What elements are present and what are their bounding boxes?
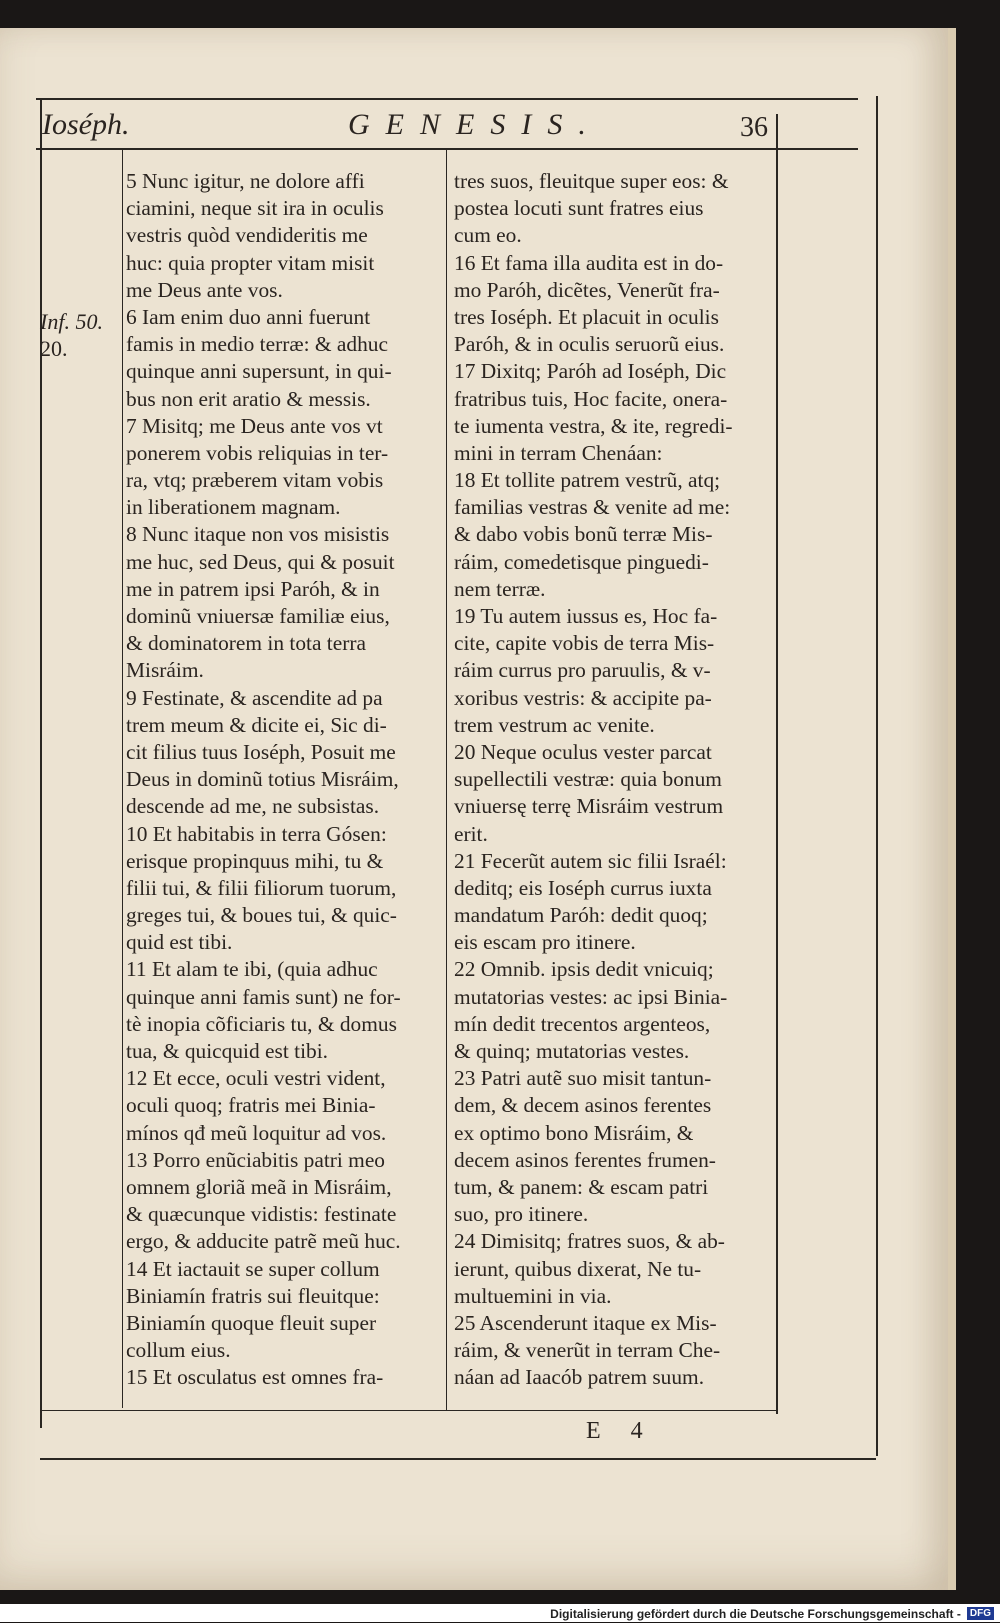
text-line: 10 Et habitabis in terra Gósen: — [126, 821, 387, 846]
frame-left-rule — [40, 98, 42, 1428]
text-line: trem vestrum ac venite. — [454, 712, 655, 737]
text-line: in liberationem magnam. — [126, 495, 341, 520]
text-line: 6 Iam enim duo anni fuerunt — [126, 304, 371, 329]
text-line: dem, & decem asinos ferentes — [454, 1093, 712, 1118]
text-line: quinque anni famis sunt) ne for- — [126, 984, 401, 1009]
text-line: quinque anni supersunt, in qui- — [126, 359, 392, 384]
text-line: 23 Patri autẽ suo misit tantun- — [454, 1066, 712, 1091]
text-line: 17 Dixitq; Paróh ad Ioséph, Dic — [454, 359, 727, 384]
page-number: 36 — [740, 112, 768, 143]
text-line: decem asinos ferentes frumen- — [454, 1147, 716, 1172]
running-head-title: GENESIS. — [348, 108, 602, 141]
text-line: ex optimo bono Misráim, & — [454, 1120, 694, 1145]
text-line: postea locuti sunt fratres eius — [454, 196, 704, 221]
text-line: dominũ vniuersæ familiæ eius, — [126, 604, 390, 628]
column-divider — [446, 148, 447, 1410]
text-line: ráim currus pro paruulis, & v- — [454, 658, 711, 683]
text-line: te iumenta vestra, & ite, regredi- — [454, 413, 733, 438]
text-line: eis escam pro itinere. — [454, 930, 636, 955]
text-line: mín dedit trecentos argenteos, — [454, 1011, 711, 1036]
text-line: erit. — [454, 821, 488, 846]
text-line: nem terræ. — [454, 576, 546, 601]
text-line: 11 Et alam te ibi, (quia adhuc — [126, 957, 378, 982]
text-line: 7 Misitq; me Deus ante vos vt — [126, 413, 383, 438]
text-line: 21 Fecerũt autem sic filii Israél: — [454, 848, 727, 873]
text-line: & quinq; mutatorias vestes. — [454, 1039, 690, 1063]
text-line: famis in medio terræ: & adhuc — [126, 332, 388, 357]
footer-text: Digitalisierung gefördert durch die Deutsche Forschungsgemeinschaft - — [550, 1606, 961, 1621]
text-line: 24 Dimisitq; fratres suos, & ab- — [454, 1229, 725, 1254]
text-line: me in patrem ipsi Paróh, & in — [126, 576, 380, 601]
left-text-column — [126, 168, 442, 1391]
text-line: tres suos, fleuitque super eos: & — [454, 169, 729, 193]
frame-outer-right-rule — [876, 96, 878, 1456]
text-line: náan ad Iaacób patrem suum. — [454, 1365, 705, 1390]
right-text-column — [454, 168, 772, 1391]
text-line: tua, & quicquid est tibi. — [126, 1039, 328, 1063]
text-line: vniuersę terrę Misráim vestrum — [454, 794, 724, 819]
text-line: me Deus ante vos. — [126, 277, 283, 302]
text-line: 8 Nunc itaque non vos misistis — [126, 522, 390, 547]
text-line: ráim, comedetisque pinguedi- — [454, 549, 709, 574]
running-head-left: Ioséph. — [42, 108, 130, 141]
text-line: oculi quoq; fratris mei Binia- — [126, 1093, 376, 1118]
footer-rule-top — [40, 1410, 778, 1411]
text-line: omnem gloriã meã in Misráim, — [126, 1174, 392, 1199]
margin-note-number: 20. — [40, 336, 68, 361]
text-line: 25 Ascenderunt itaque ex Mis- — [454, 1310, 717, 1335]
text-line: mandatum Paróh: dedit quoq; — [454, 903, 708, 928]
text-line: quid est tibi. — [126, 930, 233, 955]
text-line: Paróh, & in oculis seruorũ eius. — [454, 332, 725, 357]
text-line: 16 Et fama illa audita est in do- — [454, 250, 724, 275]
text-line: ciamini, neque sit ira in oculis — [126, 196, 384, 221]
text-line: & dominatorem in tota terra — [126, 631, 366, 656]
text-line: filii tui, & filii filiorum tuorum, — [126, 875, 397, 900]
text-line: 22 Omnib. ipsis dedit vnicuiq; — [454, 957, 714, 982]
text-line: mini in terram Chenáan: — [454, 440, 663, 465]
text-line: 19 Tu autem iussus es, Hoc fa- — [454, 604, 718, 628]
margin-note-ref: Inf. 50. — [40, 309, 103, 334]
text-line: supellectili vestræ: quia bonum — [454, 767, 722, 792]
text-line: xoribus vestris: & accipite pa- — [454, 685, 712, 710]
text-line: Deus in dominũ totius Misráim, — [126, 767, 399, 792]
text-line: tum, & panem: & escam patri — [454, 1174, 709, 1199]
text-line: mínos qđ meũ loquitur ad vos. — [126, 1120, 387, 1145]
text-line: suo, pro itinere. — [454, 1202, 589, 1227]
footer-rule-bottom — [40, 1458, 876, 1460]
text-line: trem meum & dicite ei, Sic di- — [126, 712, 387, 737]
frame-right-rule — [776, 114, 778, 1414]
text-line: 9 Festinate, & ascendite ad pa — [126, 685, 383, 710]
text-line: 20 Neque oculus vester parcat — [454, 739, 712, 764]
text-line: 18 Et tollite patrem vestrũ, atq; — [454, 468, 721, 493]
text-line: 5 Nunc igitur, ne dolore affi — [126, 169, 365, 193]
text-line: 12 Et ecce, oculi vestri vident, — [126, 1066, 386, 1091]
signature-mark: E 4 — [586, 1418, 655, 1444]
text-line: deditq; eis Ioséph currus iuxta — [454, 875, 712, 900]
text-line: Biniamín quoque fleuit super — [126, 1310, 377, 1335]
text-line: ponerem vobis reliquias in ter- — [126, 440, 389, 465]
text-line: greges tui, & boues tui, & quic- — [126, 903, 397, 928]
header-rule-bottom — [36, 148, 858, 150]
text-line: cit filius tuus Ioséph, Posuit me — [126, 739, 396, 764]
margin-note — [40, 308, 103, 362]
text-line: descende ad me, ne subsistas. — [126, 794, 380, 819]
digitization-footer — [0, 1604, 1000, 1622]
text-line: familias vestras & venite ad me: — [454, 495, 731, 520]
text-line: huc: quia propter vitam misit — [126, 250, 375, 275]
text-line: ráim, & venerũt in terram Che- — [454, 1338, 721, 1363]
text-line: me huc, sed Deus, qui & posuit — [126, 549, 395, 574]
text-line: bus non erit aratio & messis. — [126, 386, 371, 411]
text-line: Misráim. — [126, 658, 204, 683]
text-line: tres Ioséph. Et placuit in oculis — [454, 304, 719, 329]
text-line: vestris quòd vendideritis me — [126, 223, 368, 248]
text-line: ierunt, quibus dixerat, Ne tu- — [454, 1256, 702, 1281]
text-line: ergo, & adducite patrẽ meũ huc. — [126, 1229, 401, 1254]
text-line: erisque propinquus mihi, tu & — [126, 848, 384, 873]
text-line: cum eo. — [454, 223, 522, 248]
text-line: & dabo vobis bonũ terræ Mis- — [454, 522, 713, 547]
text-line: cite, capite vobis de terra Mis- — [454, 631, 715, 656]
book-page — [0, 28, 956, 1590]
text-line: tè inopia cõficiaris tu, & domus — [126, 1011, 397, 1036]
text-line: & quæcunque vidistis: festinate — [126, 1202, 397, 1227]
text-line: multuemini in via. — [454, 1283, 612, 1308]
text-line: Biniamín fratris sui fleuitque: — [126, 1283, 380, 1308]
text-line: fratribus tuis, Hoc facite, onera- — [454, 386, 728, 411]
text-line: 14 Et iactauit se super collum — [126, 1256, 380, 1281]
text-line: mutatorias vestes: ac ipsi Binia- — [454, 984, 728, 1009]
text-line: 15 Et osculatus est omnes fra- — [126, 1365, 384, 1390]
header-rule-top — [36, 98, 858, 100]
text-line: collum eius. — [126, 1338, 231, 1363]
text-line: mo Paróh, dicẽtes, Venerũt fra- — [454, 277, 720, 302]
dfg-logo: DFG — [967, 1607, 994, 1620]
text-line: ra, vtq; præberem vitam vobis — [126, 468, 384, 493]
text-line: 13 Porro enũciabitis patri meo — [126, 1147, 386, 1172]
inner-margin-rule — [122, 148, 123, 1408]
